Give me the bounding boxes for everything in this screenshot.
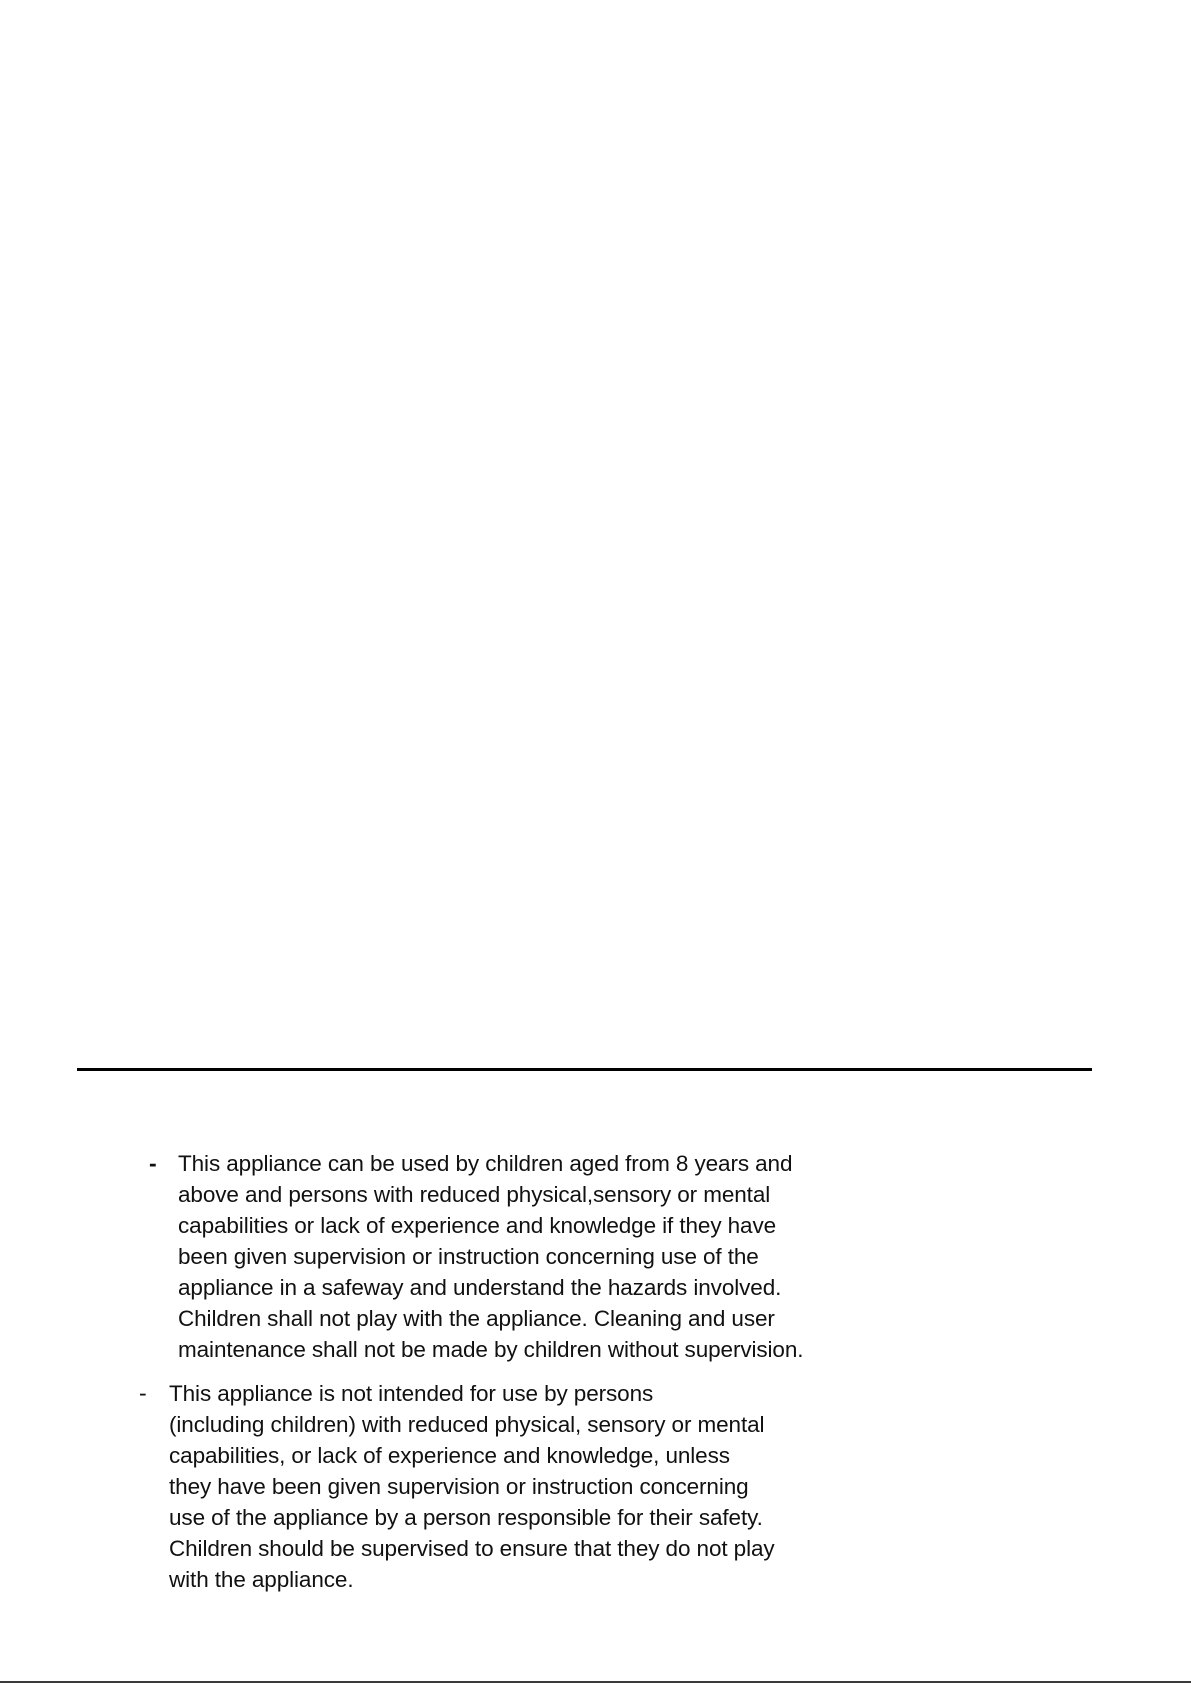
notice-line: appliance in a safeway and understand the hazards involved. — [178, 1275, 782, 1300]
notice-line: This appliance is not intended for use by persons — [169, 1381, 654, 1406]
notice-line: This appliance can be used by children aged from 8 years and — [178, 1151, 793, 1176]
notice-line: maintenance shall not be made by children without supervision. — [178, 1337, 804, 1362]
notice-line: capabilities or lack of experience and knowledge if they have — [178, 1213, 777, 1238]
notice-line: been given supervision or instruction concerning use of the — [178, 1244, 759, 1269]
notice-line: they have been given supervision or instruction concerning — [169, 1474, 749, 1499]
notice-line: capabilities, or lack of experience and knowledge, unless — [169, 1443, 730, 1468]
safety-notice-reduced-capabilities — [139, 1378, 775, 1595]
notice-line: Children shall not play with the appliance. Cleaning and user — [178, 1306, 775, 1331]
page-bottom-edge — [0, 1681, 1191, 1683]
safety-notice-children-8-years — [149, 1148, 804, 1365]
notice-line: (including children) with reduced physical, sensory or mental — [169, 1412, 765, 1437]
list-bullet: - — [149, 1150, 157, 1176]
list-bullet: - — [139, 1380, 147, 1406]
notice-line: with the appliance. — [169, 1567, 354, 1592]
notice-line: use of the appliance by a person responsible for their safety. — [169, 1505, 763, 1530]
section-divider — [77, 1068, 1092, 1071]
notice-line: above and persons with reduced physical,sensory or mental — [178, 1182, 771, 1207]
notice-line: Children should be supervised to ensure that they do not play — [169, 1536, 775, 1561]
